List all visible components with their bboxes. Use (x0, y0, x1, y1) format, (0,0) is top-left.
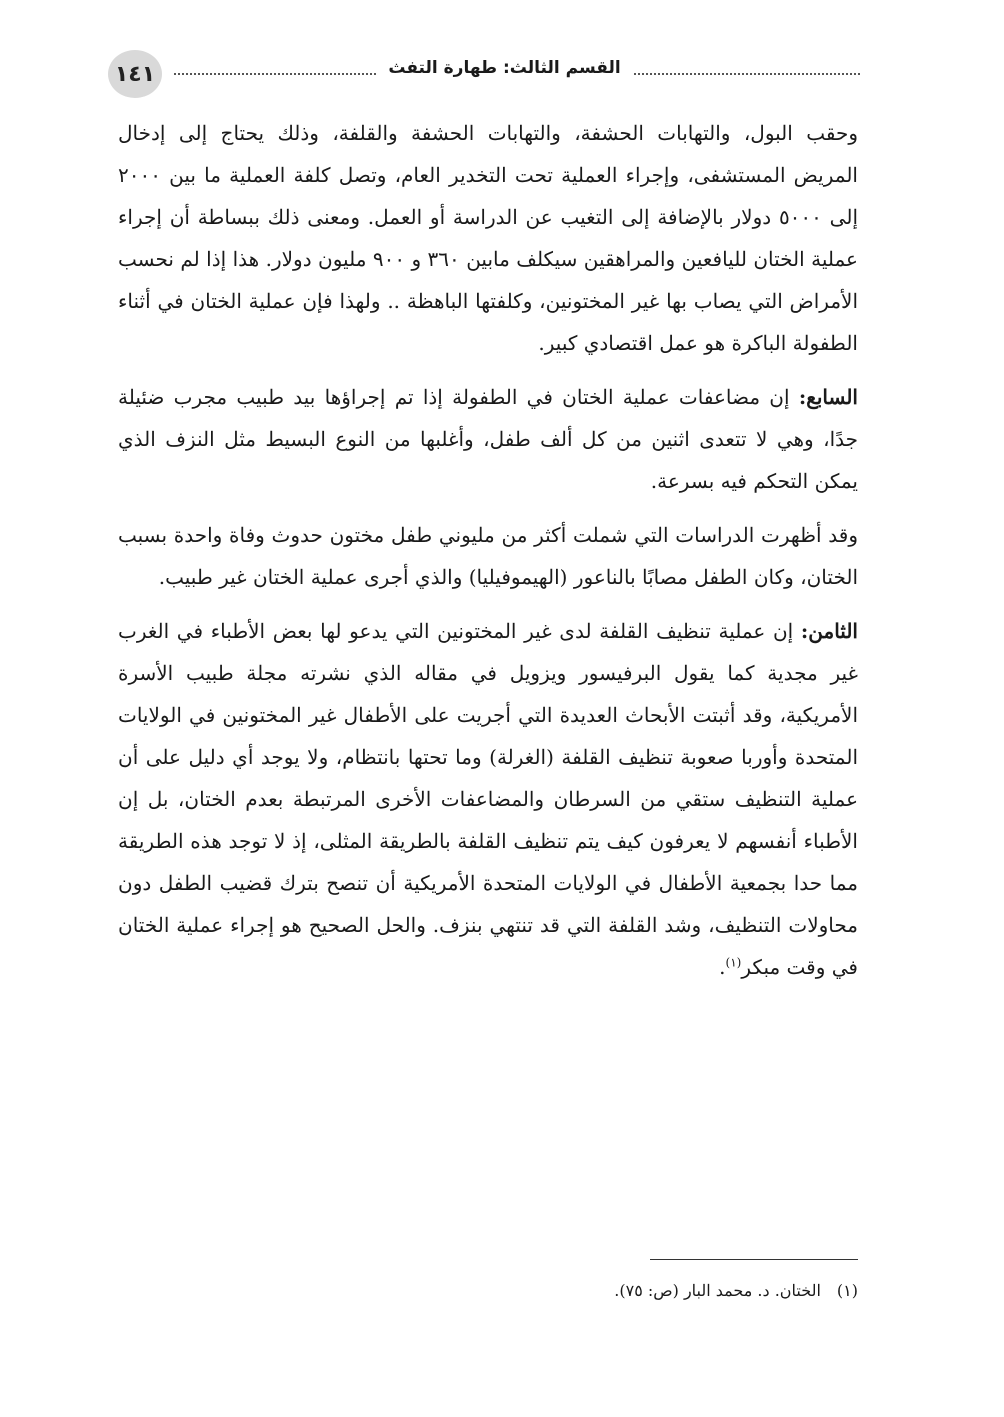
paragraph-4 (118, 610, 858, 988)
paragraph-2 (118, 376, 858, 502)
running-title: القسم الثالث: طهارة التفث (376, 58, 632, 78)
paragraph-4-text: إن عملية تنظيف القلفة لدى غير المختونين التي يدعو لها بعض الأطباء في الغرب غير مجدية كما يقول البرفيسور ويزويل في مقاله الذي نشرته مجلة طبيب الأسرة الأمريكية، وقد أثبتت الأبحاث العديدة التي أجريت على الأطفال غير المختونين في الولايات المتحدة وأوربا صعوبة تنظيف القلفة (الغرلة) وما تحتها بانتظام، ولا يوجد أي دليل على أن عملية التنظيف ستقي من السرطان والمضاعفات الأخرى المرتبطة بعدم الختان، بل إن الأطباء أنفسهم لا يعرفون كيف يتم تنظيف القلفة بالطريقة المثلى، إذ لا توجد هذه الطريقة مما حدا بجمعية الأطفال في الولايات المتحدة الأمريكية أن تنصح بترك قضيب الطفل دون محاولات التنظيف، وشد القلفة التي قد تنتهي بنزف. والحل الصحيح هو إجراء عملية الختان في وقت مبكر (118, 619, 858, 979)
paragraph-4-tail: . (719, 955, 726, 979)
paragraph-4-lead: الثامن: (800, 619, 858, 643)
footnote-text: الختان. د. محمد البار (ص: ٧٥). (614, 1281, 821, 1300)
paragraph-3 (118, 514, 858, 598)
page-number: ١٤١ (108, 50, 162, 98)
paragraph-1 (118, 112, 858, 364)
footnote-separator (650, 1259, 858, 1260)
footnote-reference[interactable]: (١) (725, 955, 742, 970)
page-header (108, 50, 860, 100)
paragraph-3-text: وقد أظهرت الدراسات التي شملت أكثر من مليوني طفل مختون حدوث وفاة واحدة بسبب الختان، وكان الطفل مصابًا بالناعور (الهيموفيليا) والذي أجرى عملية الختان غير طبيب. (118, 523, 858, 589)
footnote-number: (١) (836, 1281, 858, 1300)
paragraph-1-text: وحقب البول، والتهابات الحشفة، والتهابات الحشفة والقلفة، وذلك يحتاج إلى إدخال المريض المستشفى، وإجراء العملية تحت التخدير العام، وتصل كلفة العملية ما بين ٢٠٠٠ إلى ٥٠٠٠ دولار بالإضافة إلى التغيب عن الدراسة أو العمل. ومعنى ذلك ببساطة أن إجراء عملية الختان لليافعين والمراهقين سيكلف مابين ٣٦٠ و ٩٠٠ مليون دولار. هذا إذا لم نحسب الأمراض التي يصاب بها غير المختونين، وكلفتها الباهظة .. ولهذا فإن عملية الختان في أثناء الطفولة الباكرة هو عمل اقتصادي كبير. (118, 121, 858, 355)
paragraph-2-text: إن مضاعفات عملية الختان في الطفولة إذا تم إجراؤها بيد طبيب مجرب ضئيلة جدًا، وهي لا تتعدى اثنين من كل ألف طفل، وأغلبها من النوع البسيط مثل النزف الذي يمكن التحكم فيه بسرعة. (118, 385, 858, 493)
footnote (118, 1278, 858, 1304)
paragraph-2-lead: السابع: (798, 385, 858, 409)
page-body (118, 112, 858, 1000)
